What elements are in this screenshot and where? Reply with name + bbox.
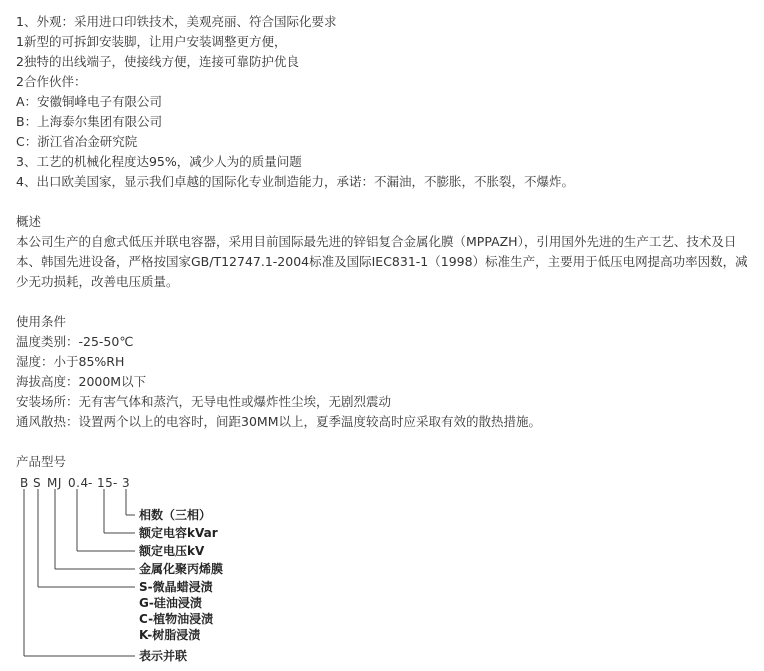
label-impregnation-g: G-硅油浸渍	[139, 596, 202, 610]
label-phase: 相数（三相）	[139, 508, 212, 522]
code-part-s: S	[33, 476, 42, 490]
feature-line: 3、工艺的机械化程度达95%，减少人为的质量问题	[16, 154, 302, 169]
label-film: 金属化聚丙烯膜	[139, 562, 224, 576]
code-part-capacity: 15	[97, 476, 114, 490]
label-impregnation-s: S-微晶蜡浸渍	[139, 580, 213, 594]
feature-line: 4、出口欧美国家，显示我们卓越的国际化专业制造能力，承诺：不漏油，不膨胀，不胀裂，不爆炸。	[16, 174, 574, 189]
label-capacity: 额定电容kVar	[139, 526, 218, 540]
label-impregnation-c: C-植物油浸渍	[139, 612, 214, 626]
code-part-mj: MJ	[47, 476, 62, 490]
diagram-connector-lines	[24, 489, 135, 656]
conditions-heading: 使用条件	[16, 314, 67, 329]
code-part-phase: 3	[122, 476, 131, 490]
model-heading: 产品型号	[16, 454, 67, 469]
code-part-voltage: 0.4	[68, 476, 89, 490]
label-impregnation-k: K-树脂浸渍	[139, 628, 201, 642]
condition-item: 海拔高度：2000M以下	[16, 374, 147, 389]
feature-line: 2合作伙伴：	[16, 74, 87, 89]
feature-line: 1新型的可拆卸安装脚，让用户安装调整更方便，	[16, 34, 287, 49]
code-part-b: B	[20, 476, 29, 490]
condition-item: 安装场所：无有害气体和蒸汽，无导电性或爆炸性尘埃，无剧烈震动	[16, 394, 392, 409]
feature-line: 2独特的出线端子，使接线方便，连接可靠防护优良	[16, 54, 299, 69]
feature-line: 1、外观：采用进口印铁技术，美观亮丽、符合国际化要求	[16, 14, 337, 29]
feature-line: A：安徽铜峰电子有限公司	[16, 94, 163, 109]
overview-heading: 概述	[16, 214, 42, 229]
code-dash: -	[113, 476, 118, 490]
code-dash: -	[88, 476, 93, 490]
overview-body: 本公司生产的自愈式低压并联电容器，采用目前国际最先进的锌铝复合金属化膜（MPPAZH），引用国外先进的生产工艺、技术及日本、韩国先进设备，严格按国家GB/T12747.1-2004标准及国际IEC831-1（1998）标准生产，主要用于低压电网提高功率因数，减少无功损耗，改善电压质量。	[16, 234, 748, 289]
model-code	[20, 476, 130, 490]
condition-item: 通风散热：设置两个以上的电容时，间距30MM以上，夏季温度较高时应采取有效的散热措施。	[16, 414, 541, 429]
feature-line: C：浙江省冶金研究院	[16, 134, 138, 149]
condition-item: 湿度：小于85%RH	[16, 354, 125, 369]
condition-item: 温度类别：-25-50℃	[16, 334, 134, 349]
model-labels	[138, 507, 223, 663]
label-voltage: 额定电压kV	[139, 544, 205, 558]
label-parallel: 表示并联	[139, 649, 188, 663]
feature-line: B：上海泰尔集团有限公司	[16, 114, 163, 129]
